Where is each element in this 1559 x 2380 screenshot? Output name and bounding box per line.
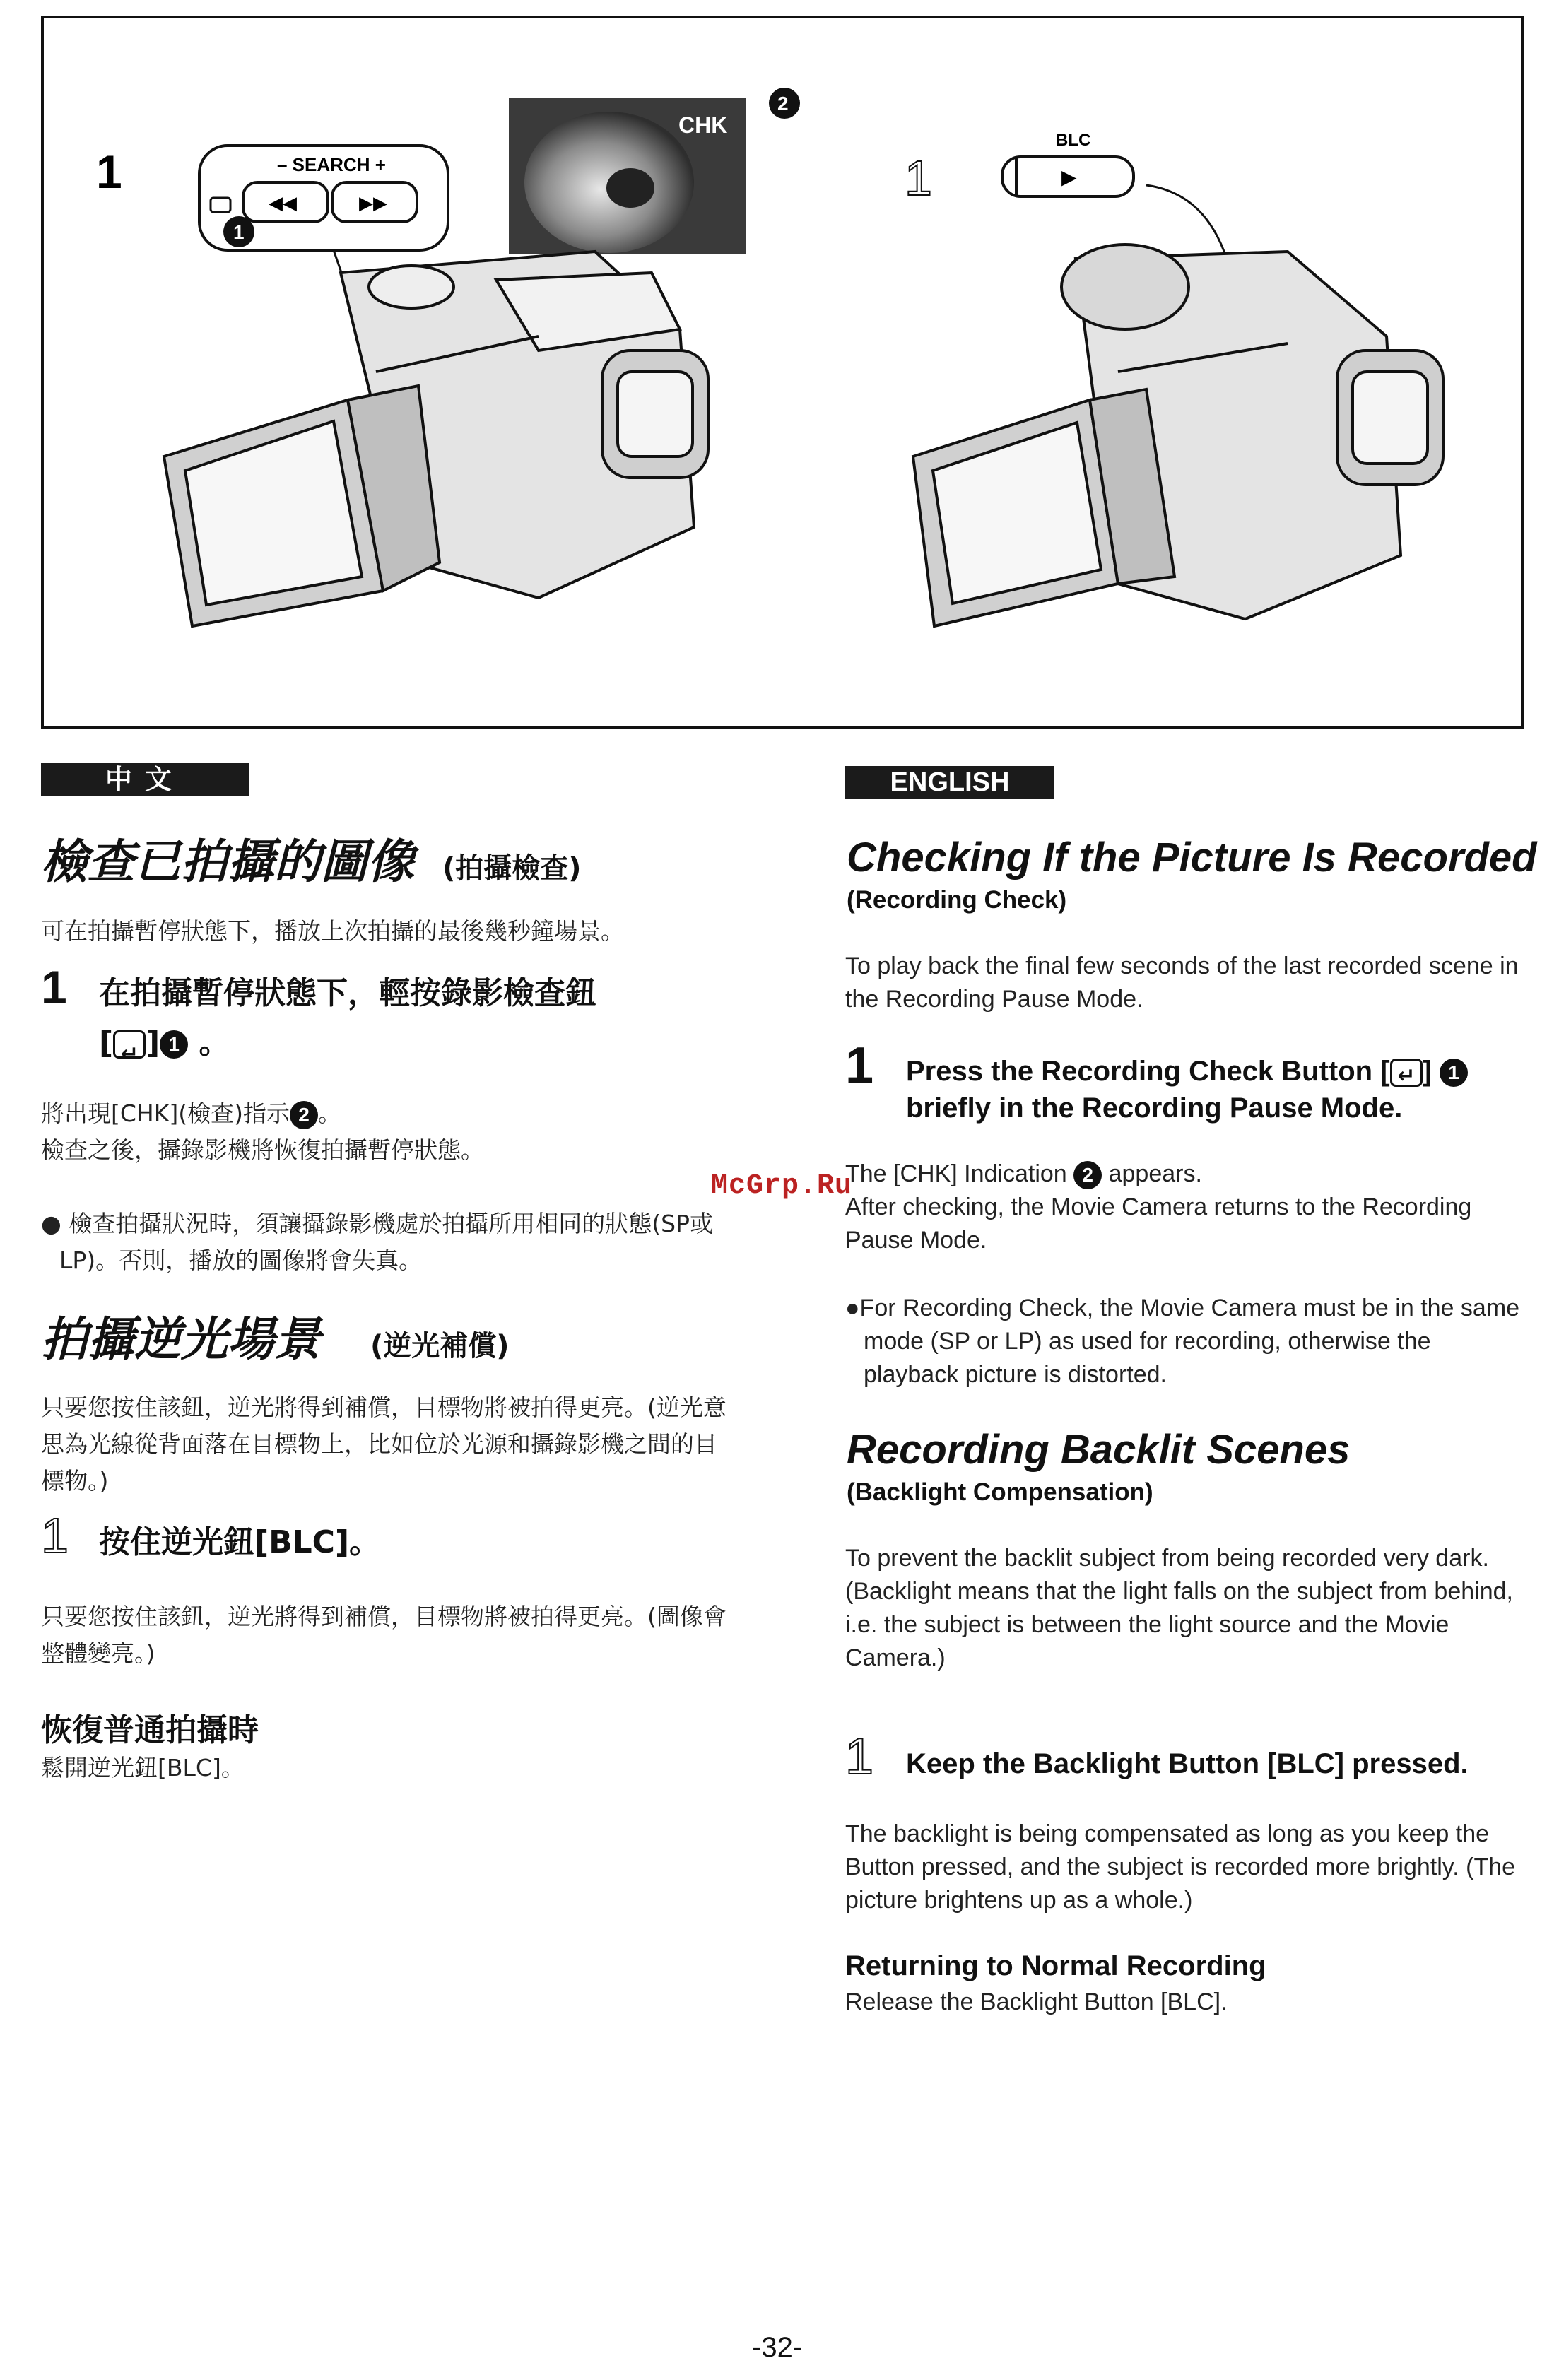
camcorder-right (913, 245, 1443, 626)
right-step-number: 1 (905, 151, 932, 206)
en-step1-notes (845, 1157, 1524, 1257)
rec-check-button-icon-en (1390, 1059, 1423, 1087)
en-step1-number: 1 (845, 1037, 874, 1094)
en-section1-subtitle: (Recording Check) (847, 886, 1067, 914)
rec-check-button-icon (113, 1030, 146, 1059)
en-blc-after: The backlight is being compensated as long as you keep the Button pressed, and the subject is recorded more brightly. (The picture brightens up as a whole.) (845, 1820, 1516, 1914)
zh-return-title: 恢復普通拍攝時 (41, 1712, 259, 1748)
zh-section1-title (41, 824, 582, 891)
en-section2-intro-1: To prevent the backlit subject from being recorded very dark. (845, 1545, 1489, 1572)
en-section2-intro (845, 1542, 1524, 1675)
marker-2: 2 (777, 93, 789, 114)
zh-step-blc (41, 1508, 748, 1567)
zh-note-chk: 將出現[CHK](檢查)指示 (41, 1100, 290, 1127)
en-step1 (845, 1037, 1538, 1126)
en-note-return: After checking, the Movie Camera returns to the Recording Pause Mode. (845, 1194, 1472, 1254)
zh-bullet-mode: ● 檢查拍攝狀況時，須讓攝錄影機處於拍攝所用相同的狀態(SP或LP)。否則，播放的圖像將會失真。 (41, 1210, 714, 1274)
en-bullet-mode-text: For Recording Check, the Movie Camera must be in the same mode (SP or LP) as used for recording, otherwise the playback picture is distorted. (859, 1295, 1520, 1388)
en-return-title: Returning to Normal Recording (845, 1950, 1266, 1981)
en-step-blc-text: Keep the Backlight Button [BLC] pressed. (906, 1748, 1469, 1779)
en-return-text: Release the Backlight Button [BLC]. (845, 1989, 1228, 2015)
chk-screen-image (509, 98, 746, 254)
zh-step1: 1 在拍攝暫停狀態下，輕按錄影檢查鈕 [↵ ] 1 。 (41, 962, 748, 1068)
zh-step1-notes (41, 1095, 734, 1169)
chk-label: CHK (678, 112, 728, 138)
zh-section1-title-text: 檢查已拍攝的圖像 (41, 835, 414, 889)
zh-bullet-mode-text: 檢查拍攝狀況時，須讓攝錄影機處於拍攝所用相同的狀態(SP或LP)。否則，播放的圖像將會失真。 (59, 1210, 714, 1274)
en-step1-text-a: Press the Recording Check Button [ (906, 1056, 1390, 1087)
marker-2-icon: 2 (290, 1101, 318, 1129)
marker-1-icon-en: 1 (1440, 1059, 1468, 1087)
zh-step-blc-text: 按住逆光鈕[BLC]。 (99, 1524, 381, 1560)
en-note-chk-tail: appears. (1108, 1160, 1202, 1187)
en-section2-intro-2: (Backlight means that the light falls on the subject from behind, i.e. the subject is between the light source and the Movie Camera.) (845, 1578, 1513, 1671)
zh-step1-tail: 。 (199, 1025, 230, 1061)
watermark: McGrp.Ru (711, 1170, 853, 1202)
zh-section2-subtitle: (逆光補償) (370, 1330, 510, 1362)
blc-play-label: ▶ (1061, 165, 1077, 189)
camcorder-illustration (44, 18, 1526, 732)
english-section-tab: ENGLISH (845, 766, 1054, 799)
blc-label: BLC (1056, 131, 1091, 150)
rewind-label: ◀◀ (269, 193, 297, 214)
zh-section1-intro: 可在拍攝暫停狀態下，播放上次拍攝的最後幾秒鐘場景。 (41, 917, 624, 945)
marker-2-callout (769, 88, 800, 119)
en-step-blc-number: 1 (845, 1728, 874, 1785)
zh-note-return: 檢查之後，攝錄影機將恢復拍攝暫停狀態。 (41, 1136, 484, 1164)
illustration-frame (41, 16, 1524, 729)
fast-forward-label: ▶▶ (359, 193, 387, 214)
zh-step1-number: 1 (41, 961, 67, 1013)
zh-section1-subtitle: (拍攝檢查) (442, 852, 582, 885)
en-step1-text-b: ] (1422, 1056, 1432, 1087)
en-section1-title: Checking If the Picture Is Recorded (847, 835, 1537, 880)
zh-step1-text: 在拍攝暫停狀態下，輕按錄影檢查鈕 (99, 975, 596, 1011)
chinese-section-tab: 中文 (41, 763, 249, 796)
zh-section2-title-text: 拍攝逆光場景 (41, 1312, 321, 1367)
zh-section2-intro: 只要您按住該鈕，逆光將得到補償，目標物將被拍得更亮。(逆光意思為光線從背面落在目標物上，比如位於光源和攝錄影機之間的目標物。) (41, 1394, 726, 1495)
en-section1-intro: To play back the final few seconds of the last recorded scene in the Recording Pause Mode. (845, 953, 1519, 1013)
marker-1: 1 (233, 221, 245, 243)
marker-1-icon: 1 (160, 1030, 188, 1059)
zh-note-chk-tail: 。 (318, 1100, 341, 1127)
marker-2-icon-en: 2 (1073, 1161, 1102, 1189)
search-label: – SEARCH + (277, 154, 386, 175)
page-number: -32- (752, 2332, 803, 2363)
zh-section2-title (41, 1302, 510, 1369)
en-section2-title: Recording Backlit Scenes (847, 1427, 1351, 1473)
zh-blc-after: 只要您按住該鈕，逆光將得到補償，目標物將被拍得更亮。(圖像會整體變亮。) (41, 1603, 726, 1667)
zh-step-blc-number: 1 (41, 1508, 69, 1563)
en-step1-text-c: briefly in the Recording Pause Mode. (906, 1092, 1403, 1124)
en-step-blc (845, 1728, 1538, 1785)
left-step-number: 1 (96, 146, 122, 198)
en-note-chk: The [CHK] Indication (845, 1160, 1067, 1187)
en-bullet-mode: ●For Recording Check, the Movie Camera must be in the same mode (SP or LP) as used for recording, otherwise the playback picture is distorted. (845, 1295, 1520, 1388)
en-section2-subtitle: (Backlight Compensation) (847, 1478, 1153, 1506)
camcorder-left (164, 252, 708, 626)
zh-return-text: 鬆開逆光鈕[BLC]。 (41, 1754, 245, 1781)
